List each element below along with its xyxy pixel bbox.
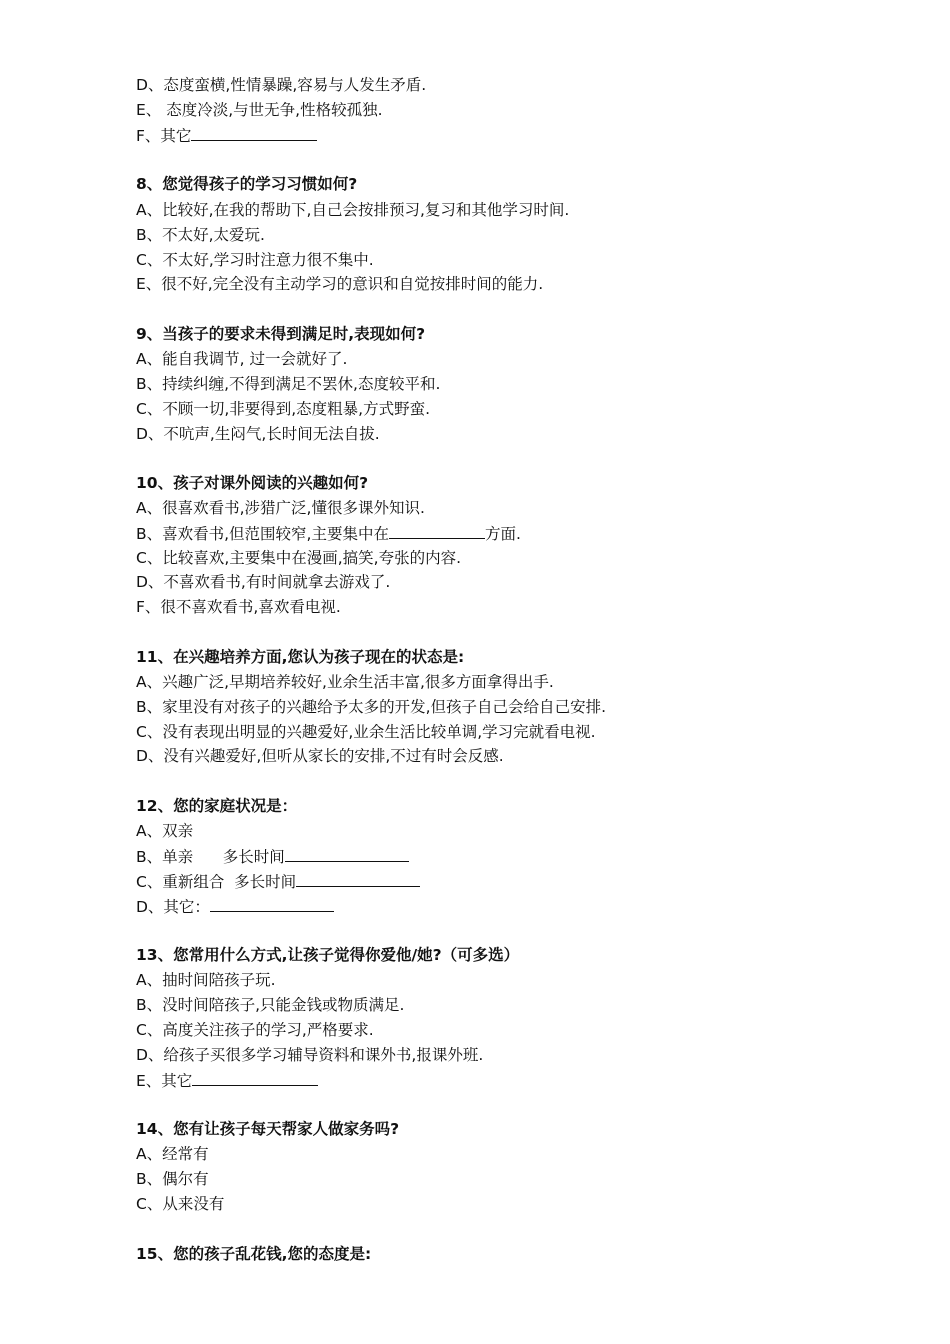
q11-option-b: B、家里没有对孩子的兴趣给予太多的开发,但孩子自己会给自己安排. xyxy=(136,698,606,716)
q12-option-d xyxy=(136,894,334,918)
option-line: E、 态度冷淡,与世无争,性格较孤独. xyxy=(136,101,383,119)
q12-option-c xyxy=(136,869,420,893)
q13-option-b: B、没时间陪孩子,只能金钱或物质满足. xyxy=(136,996,405,1014)
q14-option-a: A、经常有 xyxy=(136,1145,209,1163)
q9-option-c: C、不顾一切,非要得到,态度粗暴,方式野蛮. xyxy=(136,400,431,418)
option-label-suffix: 方面. xyxy=(485,525,521,543)
option-label: E、其它 xyxy=(136,1072,193,1090)
question-10-title: 10、孩子对课外阅读的兴趣如何? xyxy=(136,474,369,492)
q13-option-e xyxy=(136,1068,318,1092)
q13-option-d: D、给孩子买很多学习辅导资料和课外书,报课外班. xyxy=(136,1046,484,1064)
q8-option-b: B、不太好,太爱玩. xyxy=(136,226,265,244)
fill-in-blank xyxy=(285,844,409,862)
fill-in-blank xyxy=(210,894,334,912)
q8-option-a: A、比较好,在我的帮助下,自己会按排预习,复习和其他学习时间. xyxy=(136,201,570,219)
option-label: B、单亲 多长时间 xyxy=(136,848,285,866)
question-8-title: 8、您觉得孩子的学习习惯如何? xyxy=(136,175,358,193)
option-line-with-blank xyxy=(136,123,317,147)
q10-option-b xyxy=(136,521,521,545)
fill-in-blank xyxy=(389,521,485,539)
q12-option-a: A、双亲 xyxy=(136,822,194,840)
q9-option-d: D、不吭声,生闷气,长时间无法自拔. xyxy=(136,425,380,443)
question-14-title: 14、您有让孩子每天帮家人做家务吗? xyxy=(136,1120,400,1138)
question-12-title: 12、您的家庭状况是： xyxy=(136,797,298,815)
question-13-title: 13、您常用什么方式,让孩子觉得你爱他/她?（可多选） xyxy=(136,946,520,964)
q12-option-b xyxy=(136,844,409,868)
option-label: B、喜欢看书,但范围较窄,主要集中在 xyxy=(136,525,389,543)
q11-option-d: D、没有兴趣爱好,但听从家长的安排,不过有时会反感. xyxy=(136,747,504,765)
q11-option-c: C、没有表现出明显的兴趣爱好,业余生活比较单调,学习完就看电视. xyxy=(136,723,596,741)
question-9-title: 9、当孩子的要求未得到满足时,表现如何? xyxy=(136,325,426,343)
q9-option-a: A、能自我调节, 过一会就好了. xyxy=(136,350,348,368)
q8-option-e: E、很不好,完全没有主动学习的意识和自觉按排时间的能力. xyxy=(136,275,544,293)
q9-option-b: B、持续纠缠,不得到满足不罢休,态度较平和. xyxy=(136,375,441,393)
q10-option-c: C、比较喜欢,主要集中在漫画,搞笑,夸张的内容. xyxy=(136,549,462,567)
q11-option-a: A、兴趣广泛,早期培养较好,业余生活丰富,很多方面拿得出手. xyxy=(136,673,554,691)
q10-option-a: A、很喜欢看书,涉猎广泛,懂很多课外知识. xyxy=(136,499,425,517)
fill-in-blank xyxy=(191,123,317,141)
q13-option-c: C、高度关注孩子的学习,严格要求. xyxy=(136,1021,374,1039)
question-15-title: 15、您的孩子乱花钱,您的态度是: xyxy=(136,1245,372,1263)
option-line: D、态度蛮横,性情暴躁,容易与人发生矛盾. xyxy=(136,76,427,94)
question-11-title: 11、在兴趣培养方面,您认为孩子现在的状态是: xyxy=(136,648,465,666)
q14-option-c: C、从来没有 xyxy=(136,1195,225,1213)
q10-option-d: D、不喜欢看书,有时间就拿去游戏了. xyxy=(136,573,391,591)
option-label: D、其它： xyxy=(136,898,210,916)
option-label: F、其它 xyxy=(136,127,192,145)
q13-option-a: A、抽时间陪孩子玩. xyxy=(136,971,276,989)
fill-in-blank xyxy=(296,869,420,887)
option-label: C、重新组合 多长时间 xyxy=(136,873,297,891)
q14-option-b: B、偶尔有 xyxy=(136,1170,209,1188)
fill-in-blank xyxy=(192,1068,318,1086)
q10-option-f: F、很不喜欢看书,喜欢看电视. xyxy=(136,598,341,616)
q8-option-c: C、不太好,学习时注意力很不集中. xyxy=(136,251,374,269)
